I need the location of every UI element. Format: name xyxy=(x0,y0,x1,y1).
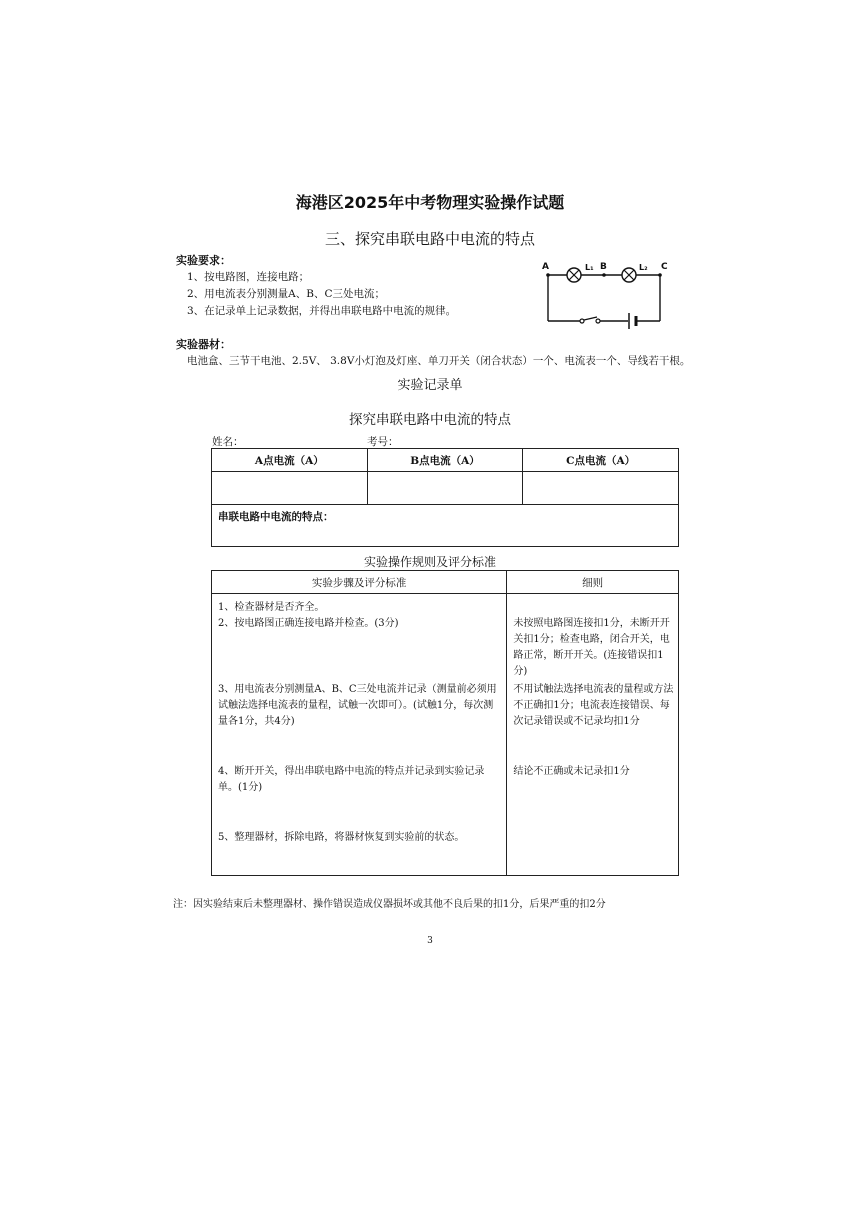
summary-label: 串联电路中电流的特点： xyxy=(218,511,334,523)
rules-table xyxy=(211,570,679,876)
section-title: 三、探究串联电路中电流的特点 xyxy=(324,230,535,248)
circuit-label-c: C xyxy=(661,262,668,272)
equipment-text: 电池盒、三节干电池、2.5V、 3.8V小灯泡及灯座、单刀开关（闭合状态）一个、电流表一个、导线若干根。 xyxy=(187,355,691,367)
record-table xyxy=(211,448,679,547)
column-a-header: A点电流（A） xyxy=(212,449,368,472)
detail-2: 不用试触法选择电流表的量程或方法不正确扣1分；电流表连接错误、每次记录错误或不记录均扣1分 xyxy=(513,684,674,727)
point-c-dot-icon xyxy=(658,273,662,277)
column-b-header: B点电流（A） xyxy=(367,449,523,472)
circuit-label-a: A xyxy=(542,262,549,272)
requirement-item: 3、在记录单上记录数据，并得出串联电路中电流的规律。 xyxy=(187,305,457,317)
equipment-label: 实验器材： xyxy=(176,338,231,351)
switch-icon xyxy=(580,317,600,323)
value-c-cell[interactable] xyxy=(523,472,679,505)
circuit-label-l1: L₁ xyxy=(585,263,594,272)
requirement-item: 2、用电流表分别测量A、B、C三处电流； xyxy=(187,288,386,300)
page-number: 3 xyxy=(427,936,433,946)
record-subtitle: 探究串联电路中电流的特点 xyxy=(349,412,511,428)
value-a-cell[interactable] xyxy=(212,472,368,505)
details-header: 细则 xyxy=(507,571,679,594)
lamp-l2-icon xyxy=(622,268,636,282)
name-label: 姓名： xyxy=(212,436,244,448)
point-a-dot-icon xyxy=(546,273,550,277)
battery-icon xyxy=(629,313,636,329)
page-title: 海港区2025年中考物理实验操作试题 xyxy=(295,193,565,212)
step-3: 3、用电流表分别测量A、B、C三处电流并记录（测量前必须用试触法选择电流表的量程，试触一次即可）。(试触1分，每次测量各1分，共4分) xyxy=(218,684,497,727)
summary-cell[interactable] xyxy=(212,505,679,547)
steps-cell xyxy=(212,594,507,876)
steps-header: 实验步骤及评分标准 xyxy=(212,571,507,594)
circuit-label-l2: L₂ xyxy=(639,263,648,272)
details-cell xyxy=(507,594,679,876)
step-1: 1、检查器材是否齐全。 xyxy=(218,602,325,613)
detail-3: 结论不正确或未记录扣1分 xyxy=(513,766,630,777)
step-4: 4、断开开关，得出串联电路中电流的特点并记录到实验记录单。(1分) xyxy=(218,766,485,793)
rules-title: 实验操作规则及评分标准 xyxy=(363,555,496,569)
value-b-cell[interactable] xyxy=(367,472,523,505)
exam-id-label: 考号： xyxy=(367,436,399,448)
step-5: 5、整理器材，拆除电路，将器材恢复到实验前的状态。 xyxy=(218,832,465,843)
step-2: 2、按电路图正确连接电路并检查。(3分) xyxy=(218,618,399,629)
lamp-l1-icon xyxy=(567,268,581,282)
point-b-dot-icon xyxy=(602,273,606,277)
record-title: 实验记录单 xyxy=(397,378,463,393)
circuit-label-b: B xyxy=(600,262,607,272)
circuit-diagram xyxy=(540,258,670,330)
footnote: 注：因实验结束后未整理器材、操作错误造成仪器损坏或其他不良后果的扣1分，后果严重的扣2分 xyxy=(173,899,606,910)
requirement-item: 1、按电路图，连接电路； xyxy=(187,271,310,283)
detail-1: 未按照电路图连接扣1分，未断开开关扣1分；检查电路，闭合开关，电路正常，断开开关。(连接错误扣1分) xyxy=(513,618,670,677)
requirements-label: 实验要求： xyxy=(176,254,231,267)
column-c-header: C点电流（A） xyxy=(523,449,679,472)
